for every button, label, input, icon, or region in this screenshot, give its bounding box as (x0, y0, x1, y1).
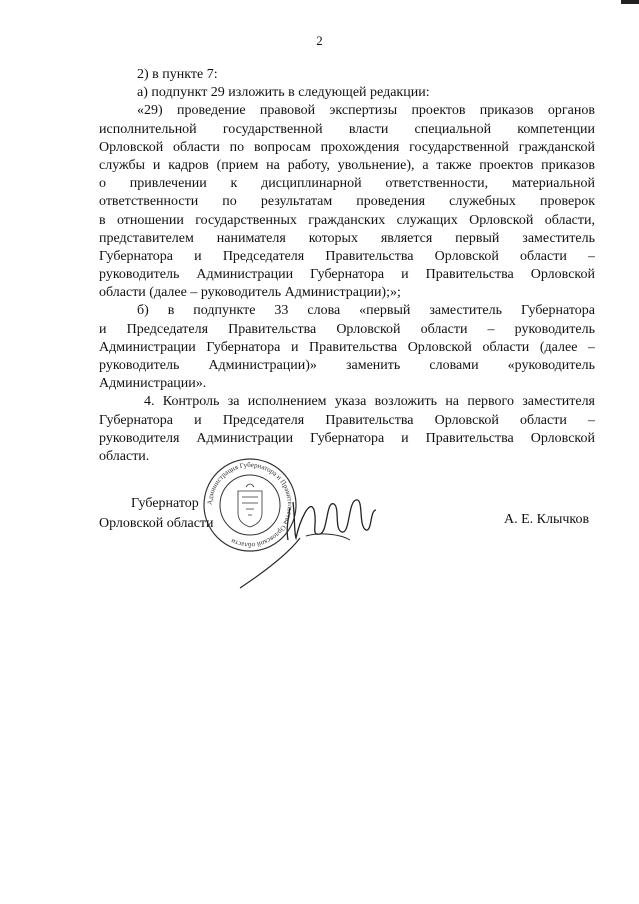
text-line: области (далее – руководитель Администрации);»; (99, 285, 401, 301)
text-line: руководителя Администрации Губернатора и Правительства Орловской (99, 430, 595, 446)
text-line: Администрации Губернатора и Правительства Орловской области (далее – (99, 339, 595, 355)
signatory-position (99, 494, 214, 534)
svg-text:Администрация Губернатора и Пр: Администрация Губернатора и Правительства Орловской области (205, 460, 295, 550)
scan-corner-mark (621, 0, 639, 4)
signatory-name: А. Е. Клычков (504, 512, 590, 527)
text-line: руководитель Администрации Губернатора и Правительства Орловской (99, 267, 595, 283)
text-line: Губернатора и Председателя Правительства Орловской области – (99, 248, 595, 264)
text-line: о привлечении к дисциплинарной ответственности, материальной (99, 176, 595, 192)
document-body (99, 66, 595, 466)
text-line: б) в подпункте 33 слова «первый заместитель Губернатора (137, 303, 595, 319)
text-line: Администрации». (99, 376, 207, 392)
text-line: и Председателя Правительства Орловской области – руководитель (99, 321, 595, 337)
handwritten-signature (230, 480, 400, 595)
text-line: исполнительной государственной власти специальной компетенции (99, 121, 595, 137)
position-line-1: Губернатор (131, 496, 199, 511)
text-line: а) подпункт 29 изложить в следующей редакции: (137, 85, 430, 101)
text-line: Орловской области по вопросам прохождения государственной гражданской (99, 139, 595, 155)
text-line: 4. Контроль за исполнением указа возложить на первого заместителя (144, 394, 595, 410)
text-line: руководитель Администрации)» заменить словами «руководитель (99, 358, 595, 373)
text-line: «29) проведение правовой экспертизы проектов приказов органов (137, 103, 595, 119)
position-line-2: Орловской области (99, 516, 214, 531)
text-line: представителем нанимателя которых является первый заместитель (99, 230, 595, 246)
text-line: 2) в пункте 7: (137, 67, 218, 82)
text-line: в отношении государственных гражданских служащих Орловской области, (99, 212, 595, 228)
text-line: службы и кадров (прием на работу, увольнение), а также проектов приказов (99, 157, 595, 173)
text-line: области. (99, 448, 150, 464)
text-line: ответственности по результатам проведения служебных проверок (99, 194, 595, 210)
text-line: Губернатора и Председателя Правительства Орловской области – (99, 412, 595, 428)
page-number: 2 (316, 33, 323, 48)
